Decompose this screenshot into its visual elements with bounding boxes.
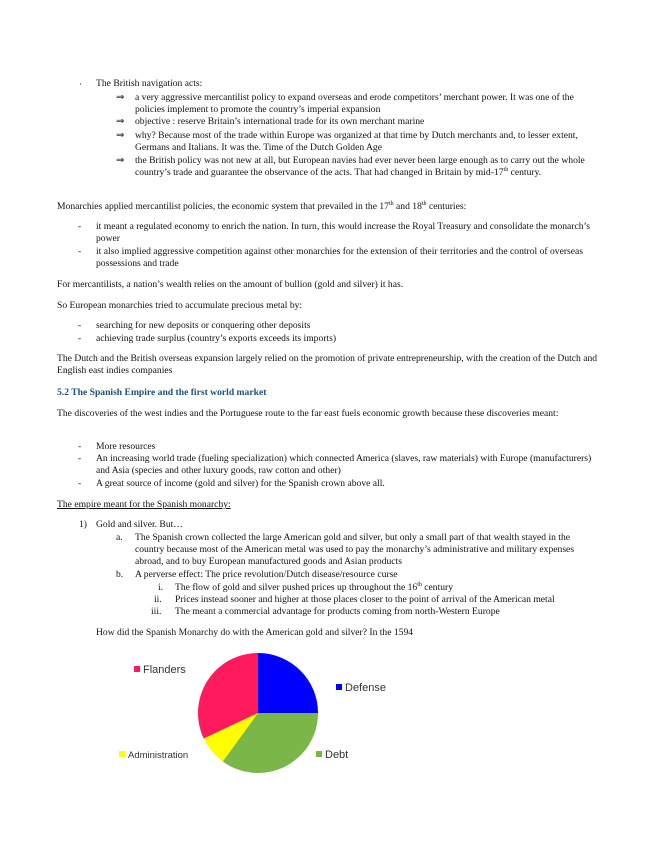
empire-point-b: A perverse effect: The price revolution/Dutch disease/resource curse xyxy=(135,569,398,580)
wealth-paragraph: For mercantilists, a nation’s wealth relies on the amount of bullion (gold and silver) it has. xyxy=(57,279,404,290)
nav-acts-title: The British navigation acts: xyxy=(96,78,203,89)
section-heading: 5.2 The Spanish Empire and the first world market xyxy=(57,387,267,398)
monarchies-item-2: it also implied aggressive competition against other monarchies for the extension of their territories and the control of overseas possessions and trade xyxy=(96,246,584,270)
dash-marker: - xyxy=(78,441,82,452)
metal-item-2: achieving trade surplus (country’s exports exceeds its imports) xyxy=(96,333,337,344)
legend-label-defense: Defense xyxy=(345,682,386,694)
arrow-icon: ⇒ xyxy=(116,130,125,141)
empire-point-1: Gold and silver. But… xyxy=(96,519,183,530)
dash-marker: - xyxy=(78,478,82,489)
discoveries-item-3: A great source of income (gold and silver) for the Spanish crown above all. xyxy=(96,478,385,489)
dash-marker: - xyxy=(78,246,82,257)
arrow-icon: ⇒ xyxy=(116,92,125,103)
legend-swatch-defense xyxy=(336,684,342,690)
list-number: 1) xyxy=(79,519,87,530)
discoveries-item-1: More resources xyxy=(96,441,156,452)
list-letter-b: b. xyxy=(116,569,124,580)
list-letter-a: a. xyxy=(116,532,123,543)
list-roman-iii: iii. xyxy=(151,606,162,617)
nav-item-2: objective : reserve Britain’s international trade for its own merchant marine xyxy=(135,116,425,127)
legend-swatch-flanders xyxy=(134,666,140,672)
arrow-icon: ⇒ xyxy=(116,155,125,166)
dutch-paragraph: The Dutch and the British overseas expansion largely relied on the promotion of private entrepreneurship, with the creation of the Dutch and English east indies companies xyxy=(57,353,598,377)
legend-swatch-debt xyxy=(316,751,322,757)
nav-item-4: the British policy was not new at all, but European navies had ever never been large enough as to carry out the whole country’s trade and guarantee the observance of the acts. That had changed in Britain by mid-17th century. xyxy=(135,155,585,179)
dash-marker: - xyxy=(78,320,82,331)
nav-item-3: why? Because most of the trade within Europe was organized at that time by Dutch merchants and, to lesser extent, Germans and Italians. It was the. Time of the Dutch Golden Age xyxy=(135,130,578,154)
dash-marker: - xyxy=(78,453,82,464)
arrow-icon: ⇒ xyxy=(116,116,125,127)
dash-marker: - xyxy=(78,221,82,232)
pie-question: How did the Spanish Monarchy do with the American gold and silver? In the 1594 xyxy=(96,627,414,638)
legend-swatch-administration xyxy=(119,751,125,757)
legend-label-administration: Administration xyxy=(128,750,189,761)
legend-label-flanders: Flanders xyxy=(143,664,186,676)
nav-item-1: a very aggressive mercantilist policy to expand overseas and erode competitors’ merchant power. It was one of the policies implement to promote the country’s imperial expansion xyxy=(135,92,574,116)
list-roman-ii: ii. xyxy=(154,594,162,605)
bullet-dot: · xyxy=(79,79,83,90)
empire-sub-i: The flow of gold and silver pushed prices up throughout the 16th century xyxy=(175,581,454,593)
empire-sub-iii: The meant a commercial advantage for products coming from north-Western Europe xyxy=(175,606,500,617)
legend-label-debt: Debt xyxy=(325,749,349,761)
list-roman-i: i. xyxy=(158,582,164,593)
metal-intro: So European monarchies tried to accumulate precious metal by: xyxy=(57,300,303,311)
discoveries-intro: The discoveries of the west indies and the Portuguese route to the far east fuels economic growth because these discoveries meant: xyxy=(57,408,559,419)
metal-item-1: searching for new deposits or conquering other deposits xyxy=(96,320,311,331)
empire-heading: The empire meant for the Spanish monarchy: xyxy=(57,499,231,510)
empire-point-a: The Spanish crown collected the large American gold and silver, but only a small part of that wealth stayed in the country because most of the American metal was used to pay the monarchy’s administrative and military expenses abroad, and to buy European manufactured goods and Asian products xyxy=(135,532,575,568)
empire-sub-ii: Prices instead sooner and higher at those places closer to the point of arrival of the American metal xyxy=(175,594,555,605)
discoveries-item-2: An increasing world trade (fueling specialization) which connected America (slaves, raw materials) with Europe (manufacturers) and Asia (species and other luxury goods, raw cotton and other) xyxy=(96,453,592,477)
monarchies-item-1: it meant a regulated economy to enrich the nation. In turn, this would increase the Royal Treasury and consolidate the monarch’s power xyxy=(96,221,590,245)
pie-slice-defense xyxy=(258,653,318,713)
monarchies-intro: Monarchies applied mercantilist policies, the economic system that prevailed in the 17th and 18th centuries: xyxy=(57,200,467,212)
dash-marker: - xyxy=(78,333,82,344)
